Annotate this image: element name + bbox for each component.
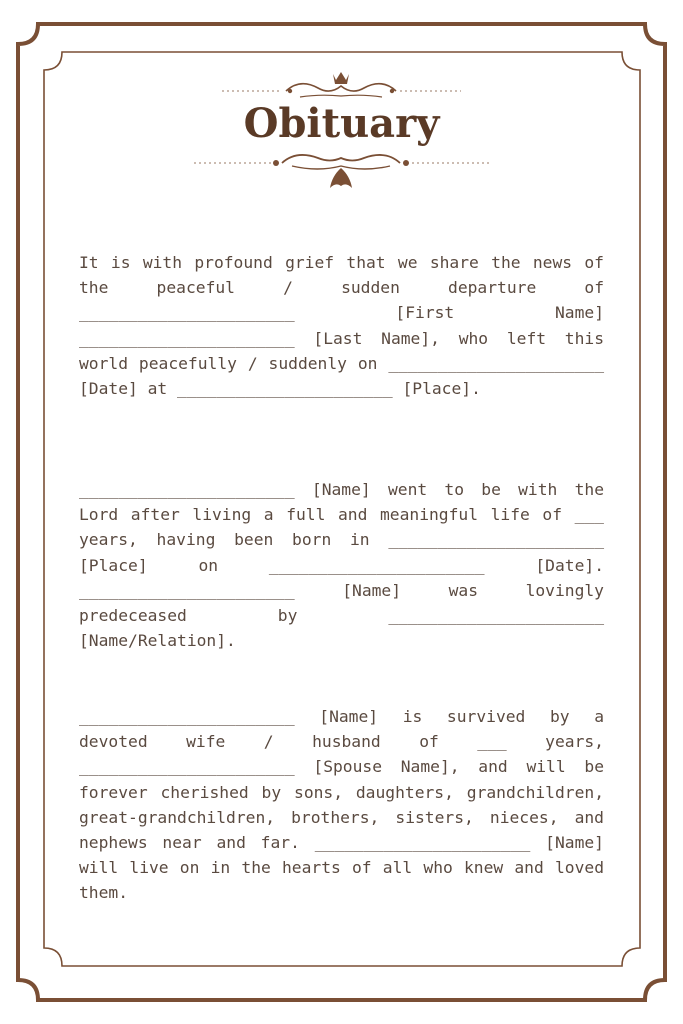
paragraph-survivors: ______________________ [Name] is survived by a devoted wife / husband of ___ years, ______________________ [Spouse Name], and will be forever cherished by sons, daughters, grandchildren, great-grandchildren, brothers, sisters, nieces, and nephews near and far. ______________________ [Name] will live on in the hearts of all who knew and loved them.: [79, 707, 604, 903]
page-title: Obituary: [243, 100, 440, 147]
paragraph-departure: It is with profound grief that we share the news of the peaceful / sudden departure of ______________________ [First Name] ______________________ [Last Name], who left this world peacefully / suddenly on ______________________ [Date] at ______________________ [Place].: [79, 253, 604, 399]
paragraph-life: ______________________ [Name] went to be with the Lord after living a full and meaningful life of ___ years, having been born in ______________________ [Place] on ______________________ [Date]. ______________________ [Name] was lovingly predeceased by ______________________ [Name/Relation].: [79, 480, 604, 651]
